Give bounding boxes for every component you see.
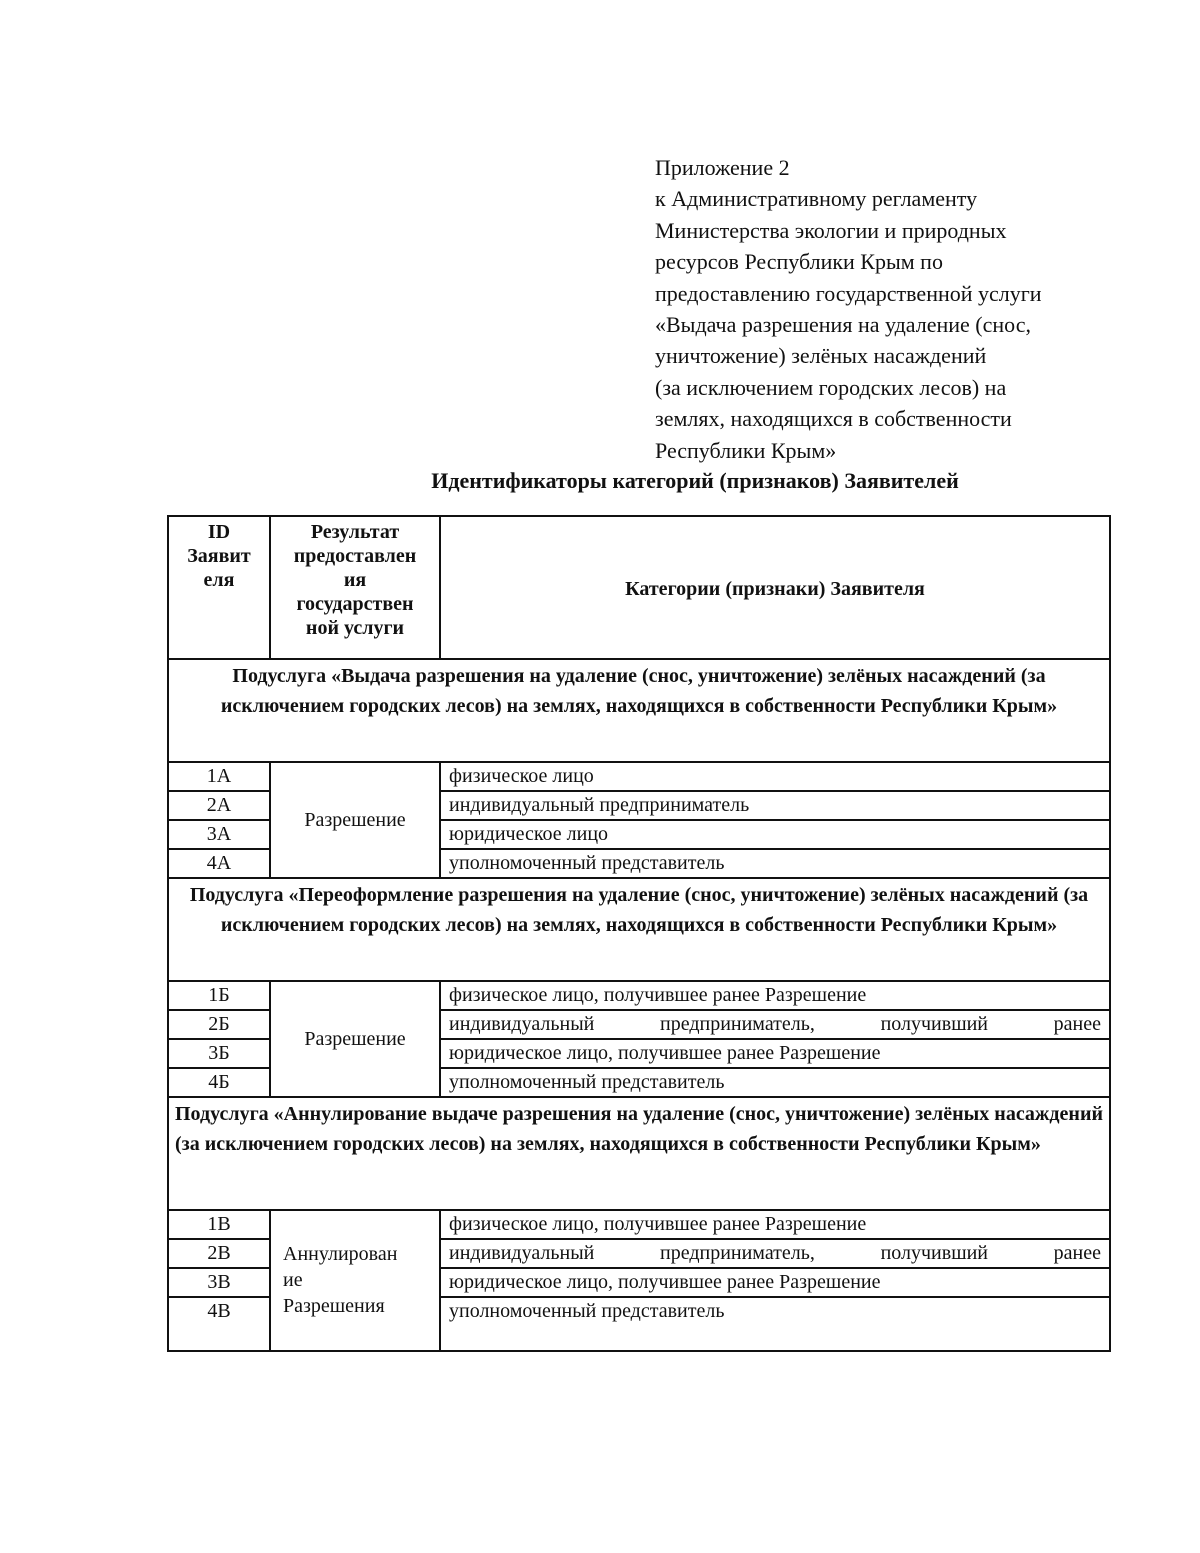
result-cell: Разрешение [270, 762, 440, 878]
header-result-line: государствен [296, 593, 414, 615]
appendix-note [655, 152, 1175, 466]
category-word: индивидуальный [449, 1242, 595, 1264]
header-row [168, 516, 1110, 659]
applicant-id: 1А [168, 762, 270, 791]
section-row [168, 878, 1110, 981]
result-cell [270, 1210, 440, 1351]
category-cell [440, 1239, 1110, 1268]
result-line: Разрешения [283, 1295, 385, 1317]
header-id [168, 516, 270, 659]
category-cell: уполномоченный представитель [440, 849, 1110, 878]
category-cell [440, 1010, 1110, 1039]
category-cell: уполномоченный представитель [440, 1297, 1110, 1351]
section-title: Подуслуга «Аннулирование выдаче разрешения на удаление (снос, уничтожение) зелёных насаждений (за исключением городских лесов) на землях, находящихся в собственности Республики Крым» [168, 1097, 1110, 1210]
table-row [168, 762, 1110, 791]
applicant-id: 4Б [168, 1068, 270, 1097]
section-title: Подуслуга «Выдача разрешения на удаление (снос, уничтожение) зелёных насаждений (за исключением городских лесов) на землях, находящихся в собственности Республики Крым» [168, 659, 1110, 762]
appendix-line: Приложение 2 [655, 155, 790, 180]
appendix-line: землях, находящихся в собственности [655, 406, 1012, 432]
result-line: Аннулирован [283, 1243, 398, 1265]
applicant-id: 2А [168, 791, 270, 820]
applicant-id: 1В [168, 1210, 270, 1239]
header-result-line: предоставлен [293, 545, 417, 567]
applicant-id: 3А [168, 820, 270, 849]
result-line: ие [283, 1269, 303, 1291]
appendix-line: (за исключением городских лесов) на [655, 374, 1007, 400]
category-cell: физическое лицо [440, 762, 1110, 791]
document-title: Идентификаторы категорий (признаков) Заявителей [431, 468, 959, 493]
category-cell: индивидуальный предприниматель [440, 791, 1110, 820]
applicant-id: 2Б [168, 1010, 270, 1039]
category-word: ранее [1053, 1013, 1101, 1035]
appendix-line: Республики Крым» [655, 437, 837, 463]
header-category: Категории (признаки) Заявителя [440, 516, 1110, 659]
category-word: индивидуальный [449, 1013, 595, 1035]
category-word: получивший [880, 1013, 988, 1035]
category-word: предприниматель, [660, 1013, 815, 1035]
section-row [168, 1097, 1110, 1210]
table-row [168, 1210, 1110, 1239]
appendix-line: ресурсов Республики Крым по [655, 249, 943, 275]
section-title: Подуслуга «Переоформление разрешения на удаление (снос, уничтожение) зелёных насаждений (за исключением городских лесов) на землях, находящихся в собственности Республики Крым» [168, 878, 1110, 981]
category-word: предприниматель, [660, 1242, 815, 1264]
header-result-line: ной услуги [305, 617, 405, 639]
result-cell: Разрешение [270, 981, 440, 1097]
header-id-line: Заявит [187, 545, 251, 567]
appendix-line: Министерства экологии и природных [655, 217, 1007, 243]
appendix-line: «Выдача разрешения на удаление (снос, [655, 312, 1031, 338]
category-cell: юридическое лицо [440, 820, 1110, 849]
category-words [449, 1240, 1101, 1267]
appendix-line: к Административному регламенту [655, 186, 978, 212]
applicant-id: 4В [168, 1297, 270, 1351]
applicant-id: 1Б [168, 981, 270, 1010]
section-row [168, 659, 1110, 762]
category-cell: физическое лицо, получившее ранее Разрешение [440, 981, 1110, 1010]
appendix-line: уничтожение) зелёных насаждений [655, 343, 987, 369]
category-word: ранее [1053, 1242, 1101, 1264]
applicant-id: 4А [168, 849, 270, 878]
category-cell: юридическое лицо, получившее ранее Разрешение [440, 1039, 1110, 1068]
category-cell: уполномоченный представитель [440, 1068, 1110, 1097]
appendix-line: предоставлению государственной услуги [655, 280, 1042, 306]
header-id-line: ID [207, 521, 231, 543]
category-cell: юридическое лицо, получившее ранее Разрешение [440, 1268, 1110, 1297]
category-cell: физическое лицо, получившее ранее Разрешение [440, 1210, 1110, 1239]
applicant-id: 2В [168, 1239, 270, 1268]
applicant-id: 3Б [168, 1039, 270, 1068]
header-result-line: Результат [310, 521, 400, 543]
applicant-id: 3В [168, 1268, 270, 1297]
category-word: получивший [880, 1242, 988, 1264]
header-id-line: еля [203, 569, 235, 591]
header-result [270, 516, 440, 659]
table-row [168, 981, 1110, 1010]
category-words [449, 1011, 1101, 1038]
applicant-categories-table [167, 515, 1111, 1352]
header-result-line: ия [343, 569, 367, 591]
